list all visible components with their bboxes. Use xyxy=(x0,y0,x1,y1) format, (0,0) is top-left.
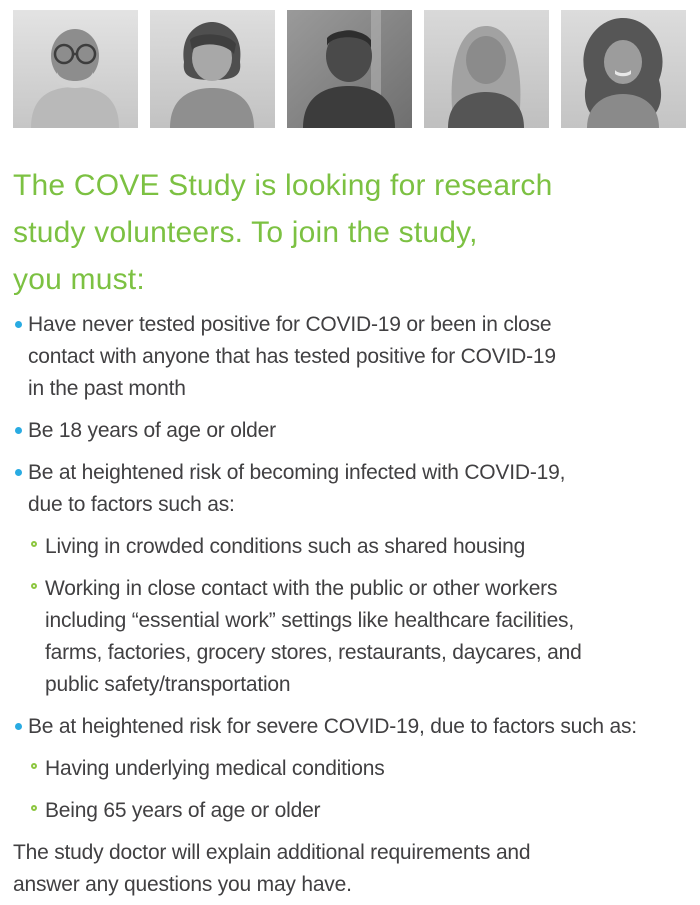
bullet-ring-icon xyxy=(31,583,37,589)
requirement-text: Have never tested positive for COVID-19 or been in close contact with anyone that has tested positive for COVID-19 in the past month xyxy=(28,313,556,400)
person-silhouette-icon xyxy=(13,10,138,128)
requirement-text: Be at heightened risk of becoming infected with COVID-19, due to factors such as: xyxy=(28,461,566,516)
person-silhouette-icon xyxy=(150,10,275,128)
sub-requirement-text: Being 65 years of age or older xyxy=(45,799,321,822)
requirement-text: Be at heightened risk for severe COVID-19, due to factors such as: xyxy=(28,715,637,738)
portrait-photo-4 xyxy=(424,10,549,128)
sub-requirement-text: Having underlying medical conditions xyxy=(45,757,385,780)
list-item xyxy=(28,795,687,827)
requirement-text: Be 18 years of age or older xyxy=(28,419,276,442)
list-item xyxy=(13,309,687,405)
sub-requirement-text: Working in close contact with the public or other workers including “essential work” settings like healthcare facilities, farms, factories, grocery stores, restaurants, daycares, and public safety/transportation xyxy=(45,577,582,696)
bullet-dot-icon xyxy=(15,723,22,730)
sub-requirement-text: Living in crowded conditions such as shared housing xyxy=(45,535,526,558)
portrait-photo-5 xyxy=(561,10,686,128)
page-title: The COVE Study is looking for research study volunteers. To join the study, you must: xyxy=(13,169,553,296)
list-item xyxy=(28,753,687,785)
volunteer-photos-row xyxy=(13,10,687,128)
bullet-ring-icon xyxy=(31,541,37,547)
bullet-ring-icon xyxy=(31,763,37,769)
person-silhouette-icon xyxy=(287,10,412,128)
bullet-dot-icon xyxy=(15,469,22,476)
bullet-dot-icon xyxy=(15,427,22,434)
list-item xyxy=(13,415,687,447)
portrait-photo-1 xyxy=(13,10,138,128)
list-item xyxy=(28,531,687,563)
sub-requirements-list xyxy=(28,753,687,827)
list-item xyxy=(13,711,687,827)
portrait-photo-3 xyxy=(287,10,412,128)
person-silhouette-icon xyxy=(561,10,686,128)
closing-note: The study doctor will explain additional requirements and answer any questions you may have. xyxy=(13,841,531,896)
sub-requirements-list xyxy=(28,531,687,701)
list-item xyxy=(28,573,687,701)
bullet-ring-icon xyxy=(31,805,37,811)
person-silhouette-icon xyxy=(424,10,549,128)
portrait-photo-2 xyxy=(150,10,275,128)
bullet-dot-icon xyxy=(15,321,22,328)
list-item xyxy=(13,457,687,701)
requirements-list xyxy=(13,309,687,827)
